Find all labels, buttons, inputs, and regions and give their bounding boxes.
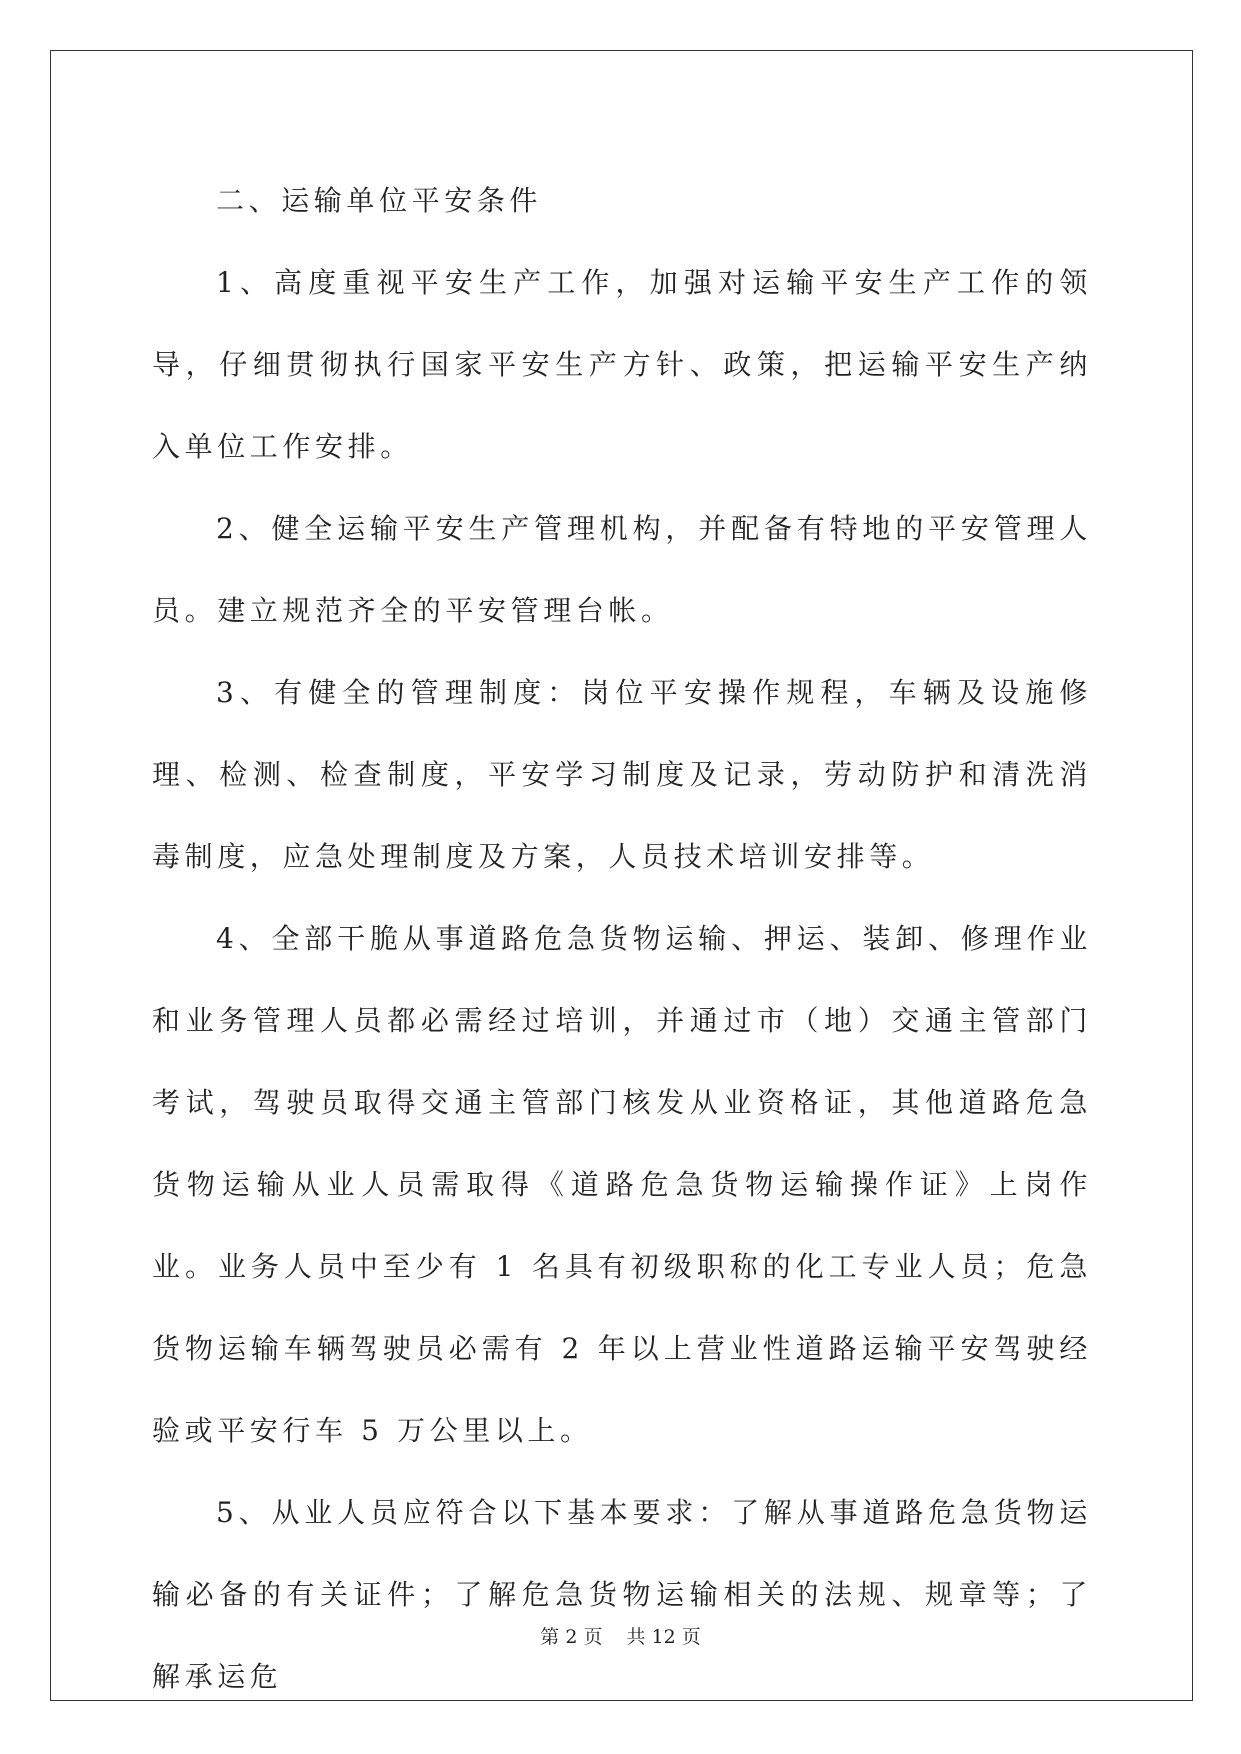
section-heading: 二、运输单位平安条件	[216, 184, 543, 217]
paragraph-3: 3、有健全的管理制度：岗位平安操作规程，车辆及设施修理、检测、检查制度，平安学习制度及记录，劳动防护和清洗消毒制度，应急处理制度及方案，人员技术培训安排等。	[152, 676, 1092, 873]
paragraph-5: 5、从业人员应符合以下基本要求：了解从事道路危急货物运输必备的有关证件；了解危急货物运输相关的法规、规章等；了解承运危	[152, 1496, 1092, 1693]
page-number: 第 2 页	[540, 1626, 603, 1648]
document-body	[152, 160, 1092, 1718]
page-footer	[0, 1622, 1241, 1649]
paragraph-2: 2、健全运输平安生产管理机构，并配备有特地的平安管理人员。建立规范齐全的平安管理台帐。	[152, 512, 1092, 627]
paragraph-1: 1、高度重视平安生产工作，加强对运输平安生产工作的领导，仔细贯彻执行国家平安生产方针、政策，把运输平安生产纳入单位工作安排。	[152, 266, 1092, 463]
page-total: 共 12 页	[626, 1626, 701, 1648]
paragraph-4: 4、全部干脆从事道路危急货物运输、押运、装卸、修理作业和业务管理人员都必需经过培训，并通过市（地）交通主管部门考试，驾驶员取得交通主管部门核发从业资格证，其他道路危急货物运输从业人员需取得《道路危急货物运输操作证》上岗作业。业务人员中至少有 1 名具有初级职称的化工专业人员；危急货物运输车辆驾驶员必需有 2 年以上营业性道路运输平安驾驶经验或平安行车 5 万公里以上。	[152, 922, 1092, 1447]
